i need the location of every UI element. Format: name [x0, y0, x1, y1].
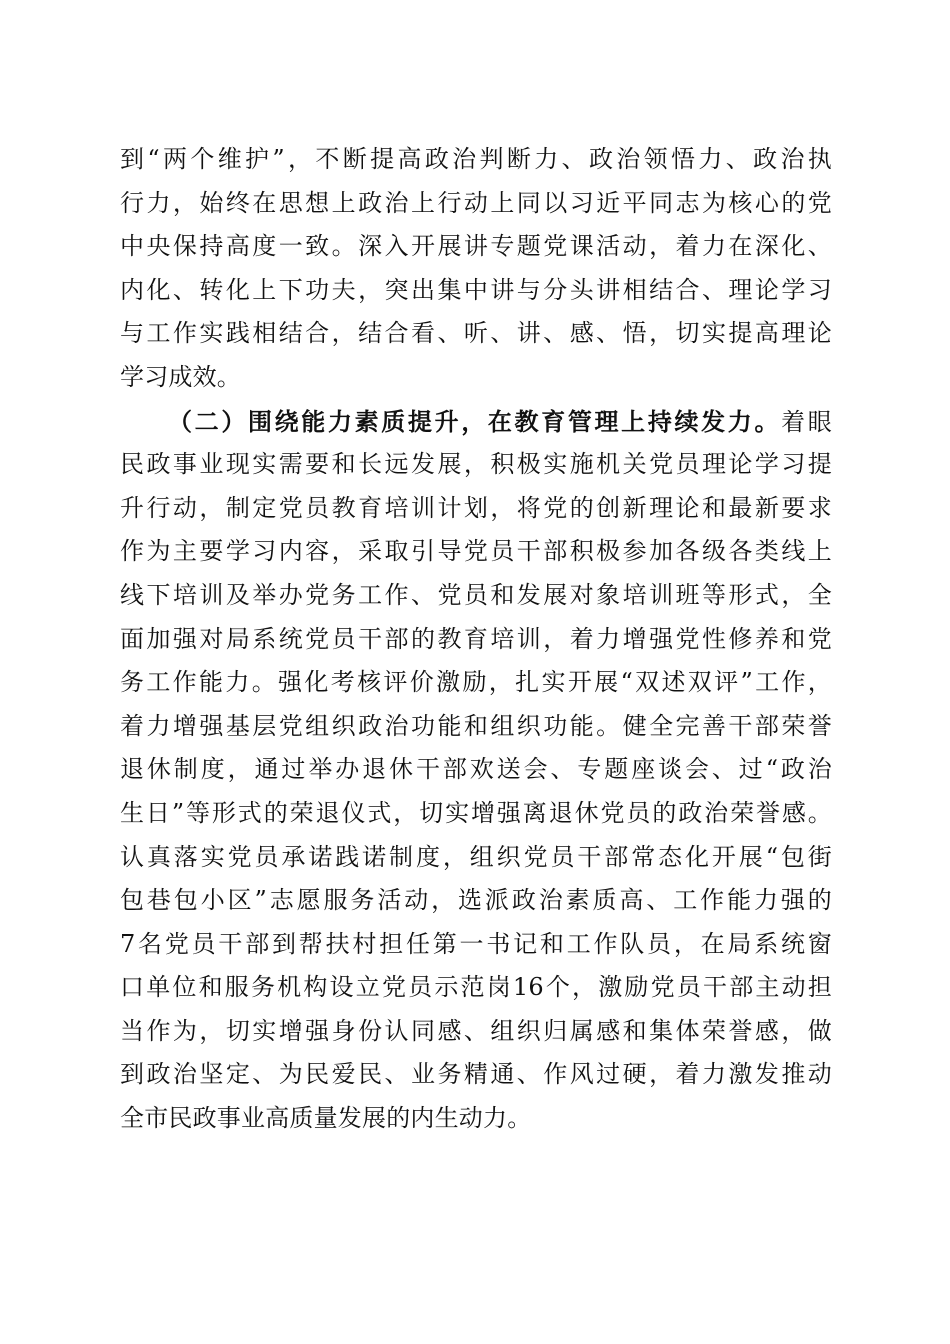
text-line: 面加强对局系统党员干部的教育培训，着力增强党性修养和党	[120, 624, 832, 653]
paragraph-2	[120, 400, 832, 1141]
text-line: 口单位和服务机构设立党员示范岗16个，激励党员干部主动担	[120, 973, 832, 1002]
text-line: 内化、转化上下功夫，突出集中讲与分头讲相结合、理论学习	[120, 275, 832, 304]
text-line: 到政治坚定、为民爱民、业务精通、作风过硬，着力激发推动	[120, 1060, 832, 1089]
section-heading-line	[120, 400, 832, 444]
text-line: 包巷包小区”志愿服务活动，选派政治素质高、工作能力强的	[120, 886, 832, 915]
paragraph-1	[120, 138, 832, 400]
section-heading: （二）围绕能力素质提升，在教育管理上持续发力。	[168, 406, 782, 436]
text-line: 升行动，制定党员教育培训计划，将党的创新理论和最新要求	[120, 493, 832, 522]
text-line: 作为主要学习内容，采取引导党员干部积极参加各级各类线上	[120, 537, 832, 566]
text-line: 民政事业现实需要和长远发展，积极实施机关党员理论学习提	[120, 450, 832, 479]
text-line: 学习成效。	[120, 362, 241, 391]
text-line: 7名党员干部到帮扶村担任第一书记和工作队员，在局系统窗	[120, 929, 832, 958]
text-line: 认真落实党员承诺践诺制度，组织党员干部常态化开展“包街	[120, 842, 832, 871]
text-line: 全市民政事业高质量发展的内生动力。	[120, 1104, 532, 1133]
section-heading-continuation: 着眼	[781, 407, 832, 436]
text-line: 与工作实践相结合，结合看、听、讲、感、悟，切实提高理论	[120, 319, 832, 348]
text-line: 线下培训及举办党务工作、党员和发展对象培训班等形式，全	[120, 580, 832, 609]
text-line: 到“两个维护”，不断提高政治判断力、政治领悟力、政治执	[120, 145, 832, 173]
text-line: 退休制度，通过举办退休干部欢送会、专题座谈会、过“政治	[120, 755, 832, 784]
text-line: 着力增强基层党组织政治功能和组织功能。健全完善干部荣誉	[120, 711, 832, 740]
text-line: 中央保持高度一致。深入开展讲专题党课活动，着力在深化、	[120, 232, 832, 261]
text-line: 当作为，切实增强身份认同感、组织归属感和集体荣誉感，做	[120, 1016, 832, 1045]
text-line: 行力，始终在思想上政治上行动上同以习近平同志为核心的党	[120, 188, 832, 217]
text-line: 生日”等形式的荣退仪式，切实增强离退休党员的政治荣誉感。	[120, 798, 832, 827]
document-body	[120, 138, 832, 1141]
text-line: 务工作能力。强化考核评价激励，扎实开展“双述双评”工作，	[120, 668, 832, 697]
